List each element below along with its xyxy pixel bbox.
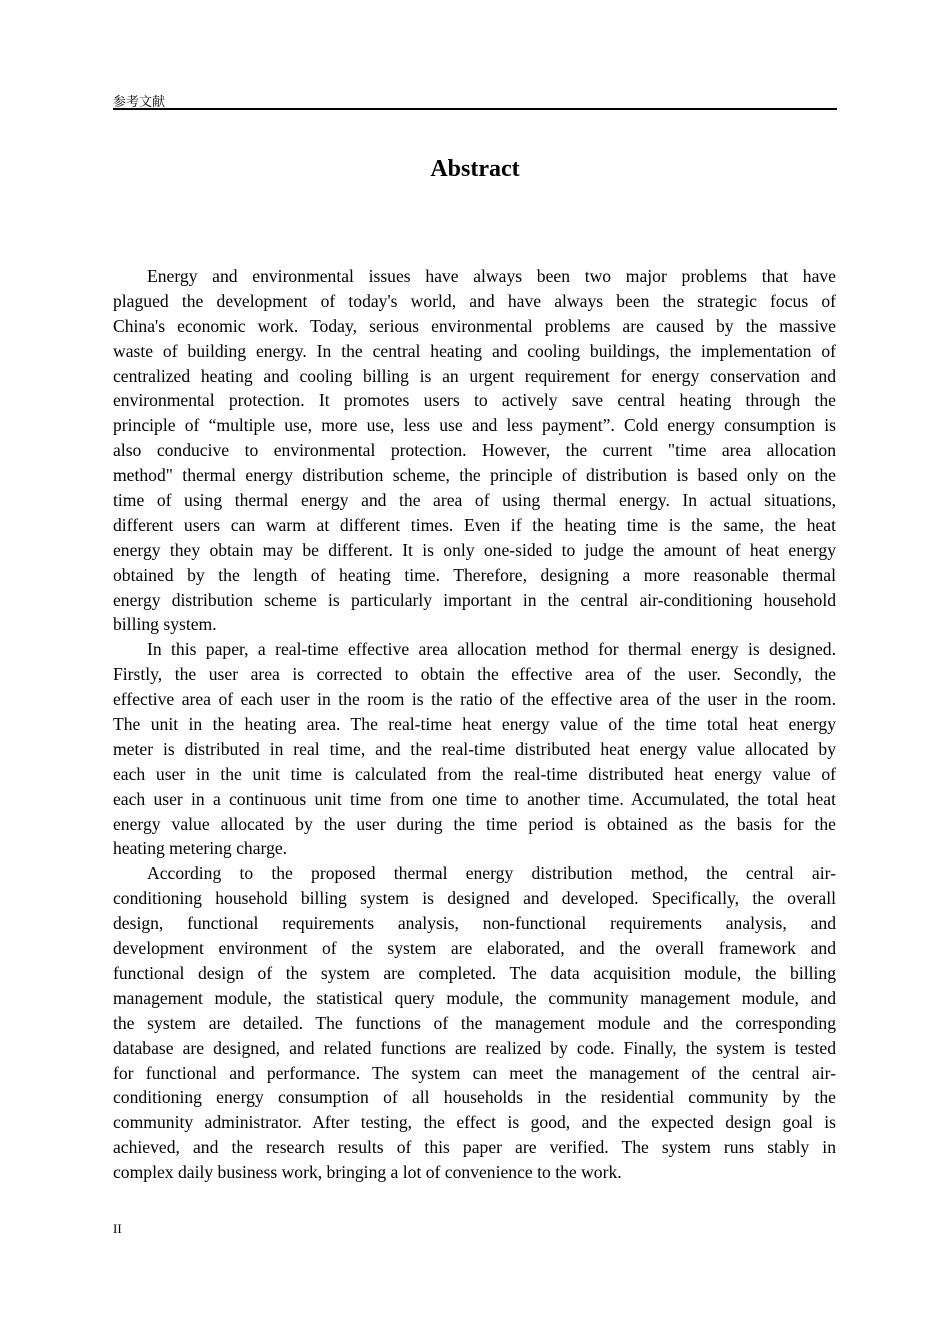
paragraph-line: database are designed, and related functions are realized by code. Finally, the system is tested [113, 1037, 836, 1058]
paragraph-line: environmental protection. It promotes users to actively save central heating through the [113, 390, 836, 411]
running-header: 参考文献 [113, 95, 166, 110]
paragraph-line: each user in a continuous unit time from one time to another time. Accumulated, the total heat [113, 788, 836, 809]
paragraph-line: achieved, and the research results of this paper are verified. The system runs stably in [113, 1137, 836, 1158]
paragraph-line: design, functional requirements analysis, non-functional requirements analysis, and [113, 913, 836, 934]
paragraph-line: waste of building energy. In the central heating and cooling buildings, the implementation of [113, 340, 836, 361]
paragraph-line: energy they obtain may be different. It is only one-sided to judge the amount of heat energy [113, 539, 836, 560]
paragraph-line: the system are detailed. The functions of the management module and the corresponding [113, 1012, 836, 1033]
abstract-title: Abstract [430, 156, 520, 182]
paragraph [113, 264, 836, 637]
paragraph-line: heating metering charge. [113, 838, 288, 859]
paragraph-line: management module, the statistical query module, the community management module, and [113, 987, 836, 1008]
paragraph-line: conditioning household billing system is designed and developed. Specifically, the overall [113, 888, 836, 909]
paragraph-line: energy distribution scheme is particularly important in the central air-conditioning household [113, 589, 836, 610]
paragraph-line: conditioning energy consumption of all households in the residential community by the [113, 1087, 836, 1108]
paragraph [113, 861, 836, 1185]
paragraph-line: functional design of the system are completed. The data acquisition module, the billing [113, 962, 836, 983]
paragraph-line: Energy and environmental issues have always been two major problems that have [147, 266, 836, 286]
paragraph-line: obtained by the length of heating time. Therefore, designing a more reasonable thermal [113, 564, 836, 585]
paragraph-line: principle of “multiple use, more use, less use and less payment”. Cold energy consumption is [113, 415, 836, 436]
paragraph-line: complex daily business work, bringing a lot of convenience to the work. [113, 1162, 622, 1183]
paragraph-line: plagued the development of today's world, and have always been the strategic focus of [113, 290, 836, 311]
paragraph-line: each user in the unit time is calculated from the real-time distributed heat energy value of [113, 763, 836, 784]
paragraph-line: method" thermal energy distribution scheme, the principle of distribution is based only on the [113, 465, 836, 486]
paragraph-line: billing system. [113, 614, 217, 635]
paragraph-line: In this paper, a real-time effective area allocation method for thermal energy is designed. [147, 639, 836, 660]
paragraph-line: also conducive to environmental protection. However, the current "time area allocation [113, 440, 836, 461]
paragraph-line: According to the proposed thermal energy distribution method, the central air- [147, 863, 836, 884]
paragraph-line: energy value allocated by the user during the time period is obtained as the basis for the [113, 813, 836, 834]
paragraph-line: development environment of the system are elaborated, and the overall framework and [113, 938, 836, 959]
paragraph-line: Firstly, the user area is corrected to obtain the effective area of the user. Secondly, the [113, 664, 836, 685]
paragraph-line: time of using thermal energy and the area of using thermal energy. In actual situations, [113, 490, 836, 511]
paragraph-line: community administrator. After testing, the effect is good, and the expected design goal is [113, 1112, 836, 1133]
paragraph-line: The unit in the heating area. The real-time heat energy value of the time total heat energy [113, 714, 836, 735]
abstract-body [113, 264, 836, 1185]
paragraph-line: effective area of each user in the room is the ratio of the effective area of the user in the room. [113, 689, 836, 710]
paragraph-line: China's economic work. Today, serious environmental problems are caused by the massive [113, 315, 836, 336]
paragraph-line: for functional and performance. The system can meet the management of the central air- [113, 1062, 836, 1083]
paragraph [113, 637, 836, 861]
page-number: II [113, 1221, 122, 1236]
paragraph-line: meter is distributed in real time, and the real-time distributed heat energy value allocated by [113, 738, 836, 759]
header-rule [113, 108, 837, 110]
paragraph-line: different users can warm at different times. Even if the heating time is the same, the heat [113, 514, 836, 535]
paragraph-line: centralized heating and cooling billing is an urgent requirement for energy conservation and [113, 365, 836, 386]
